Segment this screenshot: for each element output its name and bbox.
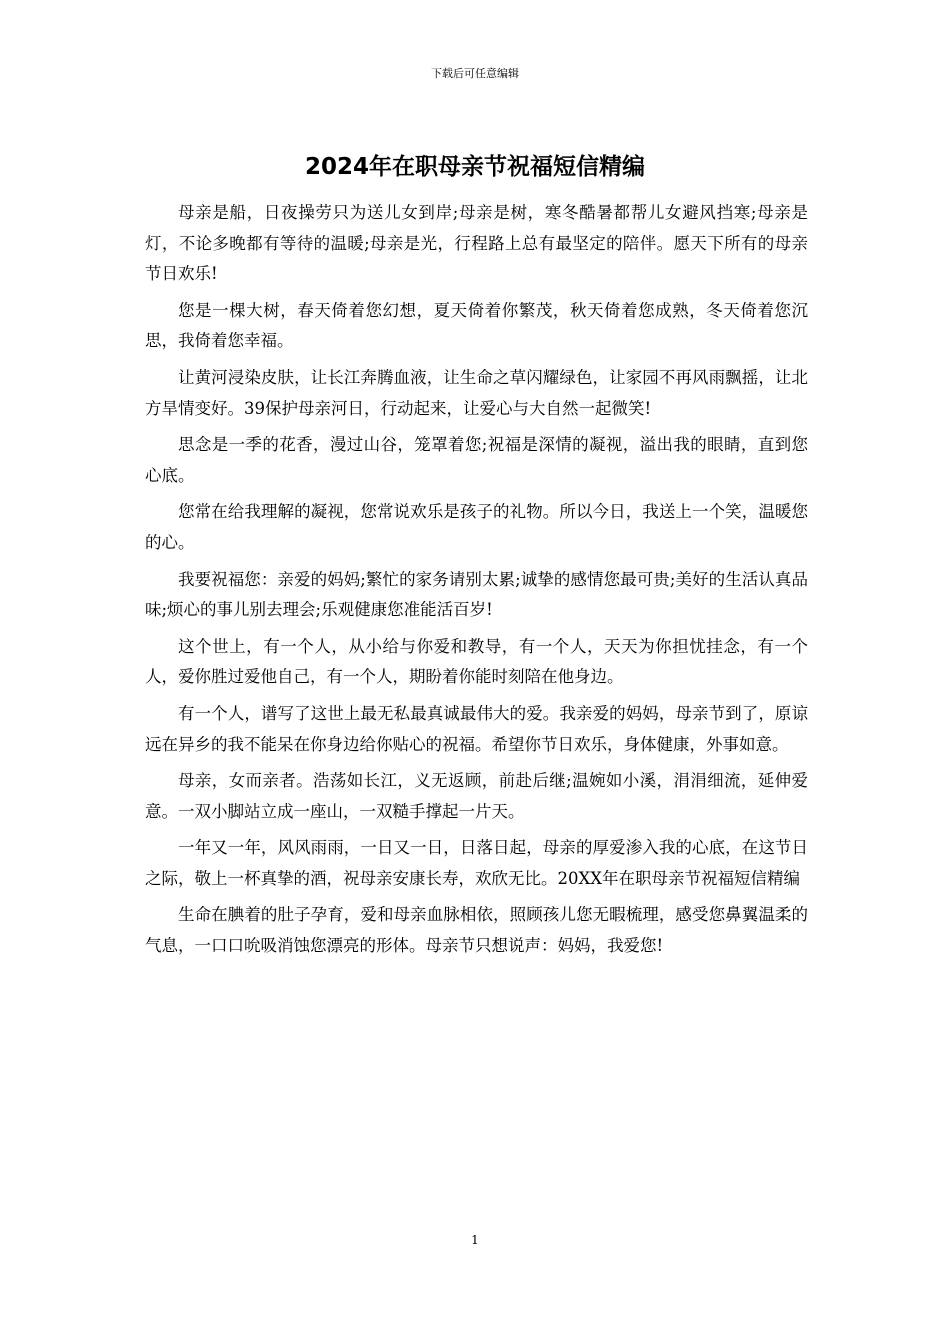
page-number: 1 <box>471 1233 479 1247</box>
paragraph-10: 一年又一年，风风雨雨，一日又一日，日落日起，母亲的厚爱渗入我的心底，在这节日之际，敬上一杯真挚的酒，祝母亲安康长寿，欢欣无比。20XX年在职母亲节祝福短信精编 <box>145 838 808 888</box>
paragraph-9: 母亲，女而亲者。浩荡如长江，义无返顾，前赴后继;温婉如小溪，涓涓细流，延伸爱意。一双小脚站立成一座山，一双糙手撑起一片天。 <box>145 771 808 821</box>
paragraph-11: 生命在腆着的肚子孕育，爱和母亲血脉相依，照顾孩儿您无暇梳理，感受您鼻翼温柔的气息，一口口吮吸消蚀您漂亮的形体。母亲节只想说声：妈妈，我爱您! <box>145 905 808 956</box>
header-note: 下载后可任意编辑 <box>431 67 519 80</box>
document-title: 2024年在职母亲节祝福短信精编 <box>304 154 645 180</box>
paragraph-5: 您常在给我理解的凝视，您常说欢乐是孩子的礼物。所以今日，我送上一个笑，温暖您的心。 <box>145 502 808 552</box>
paragraph-1: 母亲是船，日夜操劳只为送儿女到岸;母亲是树，寒冬酷暑都帮儿女避风挡寒;母亲是灯，不论多晚都有等待的温暖;母亲是光，行程路上总有最坚定的陪伴。愿天下所有的母亲节日欢乐! <box>145 203 808 284</box>
paragraph-4: 思念是一季的花香，漫过山谷，笼罩着您;祝福是深情的凝视，溢出我的眼睛，直到您心底。 <box>145 435 808 485</box>
paragraph-6: 我要祝福您：亲爱的妈妈;繁忙的家务请别太累;诚挚的感情您最可贵;美好的生活认真品味;烦心的事儿别去理会;乐观健康您准能活百岁! <box>145 569 808 620</box>
paragraph-3: 让黄河浸染皮肤，让长江奔腾血液，让生命之草闪耀绿色，让家园不再风雨飘摇，让北方旱情变好。39保护母亲河日，行动起来，让爱心与大自然一起微笑! <box>145 367 808 418</box>
paragraph-2: 您是一棵大树，春天倚着您幻想，夏天倚着你繁茂，秋天倚着您成熟，冬天倚着您沉思，我倚着您幸福。 <box>145 300 808 351</box>
document-body <box>145 198 808 962</box>
paragraph-7: 这个世上，有一个人，从小给与你爱和教导，有一个人，天天为你担忧挂念，有一个人，爱你胜过爱他自己，有一个人，期盼着你能时刻陪在他身边。 <box>145 636 808 687</box>
paragraph-8: 有一个人，谱写了这世上最无私最真诚最伟大的爱。我亲爱的妈妈，母亲节到了，原谅远在异乡的我不能呆在你身边给你贴心的祝福。希望你节日欢乐，身体健康，外事如意。 <box>145 703 808 754</box>
